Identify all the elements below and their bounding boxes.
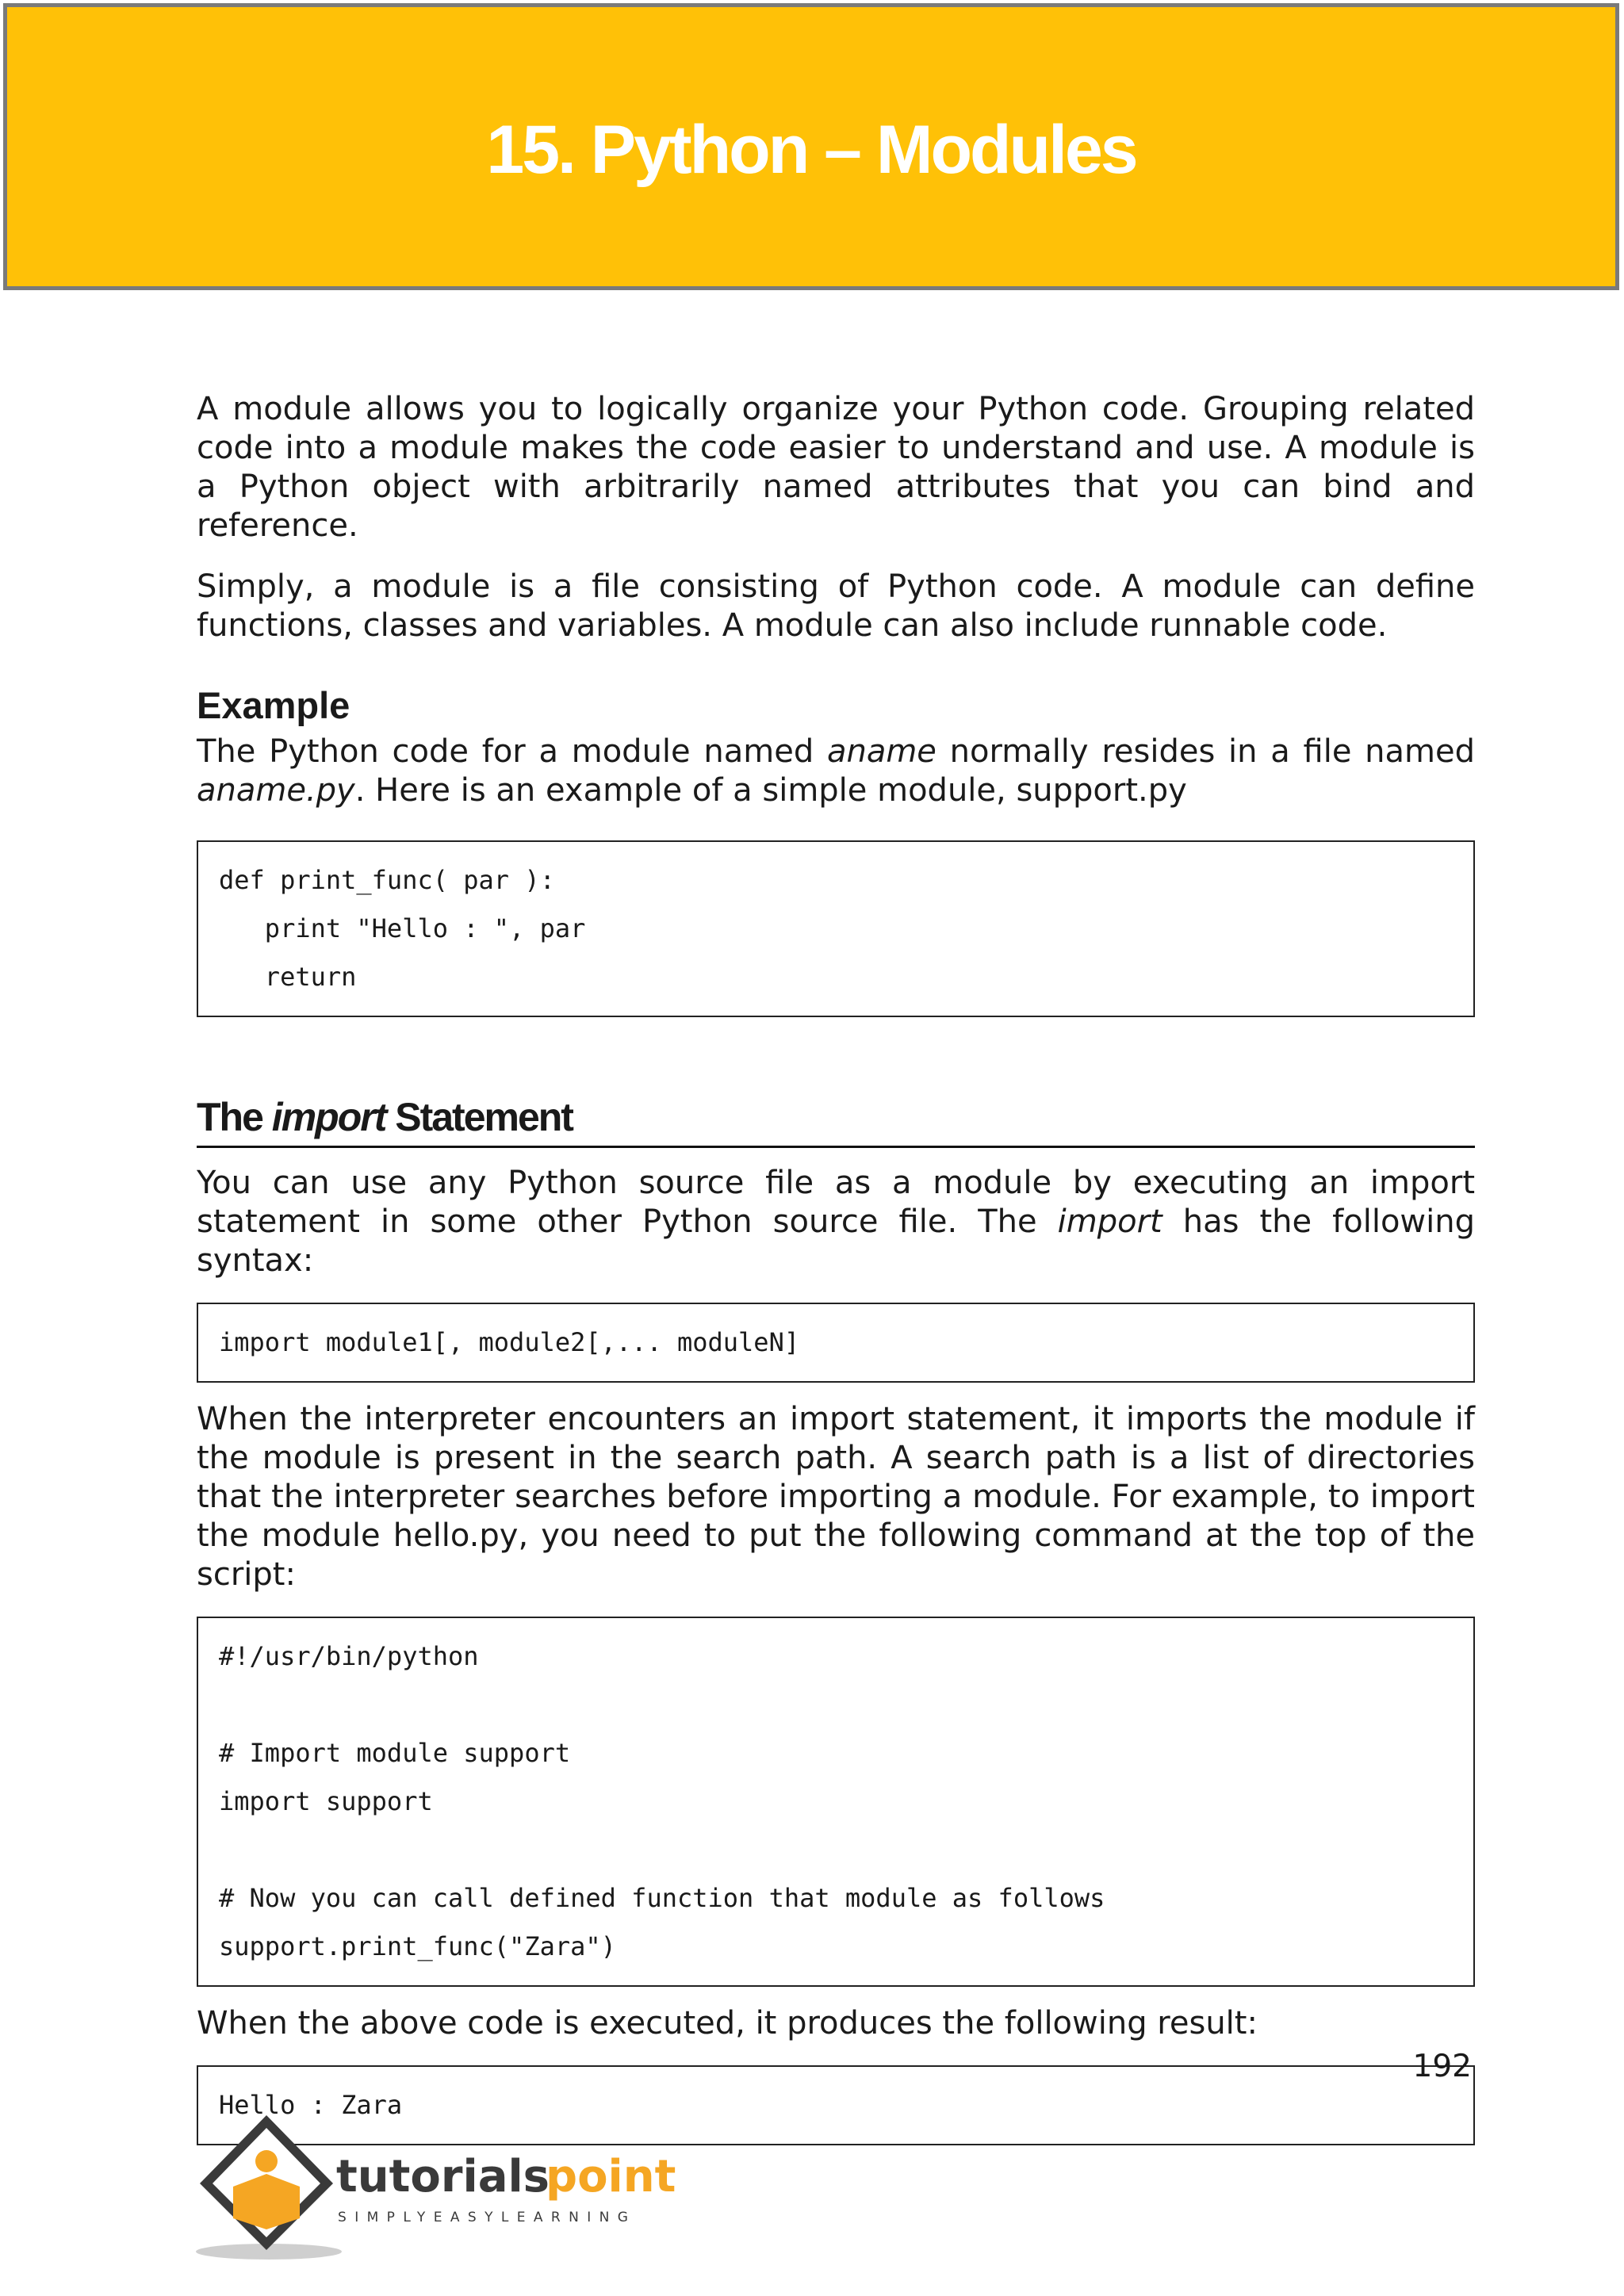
code-block-module — [197, 840, 1475, 1017]
logo-word-point: point — [546, 2151, 676, 2202]
paragraph-italic-term: import — [1057, 1203, 1162, 1240]
import-paragraph-1 — [197, 1164, 1475, 1280]
heading-italic-term: import — [271, 1095, 386, 1139]
logo-tagline: SIMPLYEASYLEARNING — [338, 2210, 637, 2225]
paragraph-text: has the following syntax: — [197, 1203, 1475, 1279]
code-line: support.print_func("Zara") — [219, 1931, 616, 1961]
code-line: import module1[, module2[,... moduleN] — [219, 1327, 800, 1357]
code-line: # Now you can call defined function that module as follows — [219, 1883, 1105, 1913]
page-number: 192 — [1412, 2049, 1472, 2084]
tutorialspoint-logo — [193, 2110, 685, 2261]
paragraph-text: You can use any Python source file as a module by executing an import statement in some other Python source file. The — [197, 1165, 1475, 1240]
heading-text: Statement — [385, 1095, 573, 1139]
code-block-script — [197, 1617, 1475, 1987]
code-line: def print_func( par ): — [219, 865, 555, 895]
import-paragraph-2: When the interpreter encounters an import statement, it imports the module if the module is present in the search path. A search path is a list of directories that the interpreter searches before importing a module. For example, to import the module hello.py, you need to put the following command at the top of the script: — [197, 1401, 1475, 1593]
chapter-banner — [3, 3, 1619, 290]
import-paragraph-3: When the above code is executed, it produces the following result: — [197, 2005, 1258, 2042]
code-line: Hello : Zara — [219, 2090, 403, 2120]
code-line: import support — [219, 1786, 433, 1816]
logo-word-tutorials: tutorials — [336, 2151, 550, 2202]
chapter-title: 15. Python – Modules — [486, 112, 1136, 188]
intro-paragraph-2: Simply, a module is a file consisting of Python code. A module can define functions, classes and variables. A module can also include runnable code. — [197, 568, 1475, 644]
logo-person-icon — [255, 2150, 278, 2172]
code-line: print "Hello : ", par — [219, 913, 586, 943]
example-italic-term: aname.py — [197, 772, 355, 809]
code-block-syntax — [197, 1303, 1475, 1383]
example-italic-term: aname — [826, 733, 936, 770]
code-line: return — [219, 962, 357, 992]
intro-paragraph-1: A module allows you to logically organize your Python code. Grouping related code into a module makes the code easier to understand and use. A module is a Python object with arbitrarily named attributes that you can bind and reference. — [197, 391, 1475, 544]
example-text: The Python code for a module named — [197, 733, 827, 770]
import-section-heading — [197, 1093, 1475, 1148]
example-heading: Example — [197, 684, 350, 726]
example-text: normally resides in a file named — [936, 733, 1475, 770]
code-line — [219, 1681, 1453, 1729]
example-text: . Here is an example of a simple module, support.py — [354, 772, 1187, 809]
page-content — [197, 390, 1475, 2145]
code-line: #!/usr/bin/python — [219, 1641, 479, 1671]
example-paragraph — [197, 733, 1475, 810]
code-line: # Import module support — [219, 1738, 571, 1768]
code-line — [219, 1826, 1453, 1874]
heading-text: The — [197, 1095, 272, 1139]
